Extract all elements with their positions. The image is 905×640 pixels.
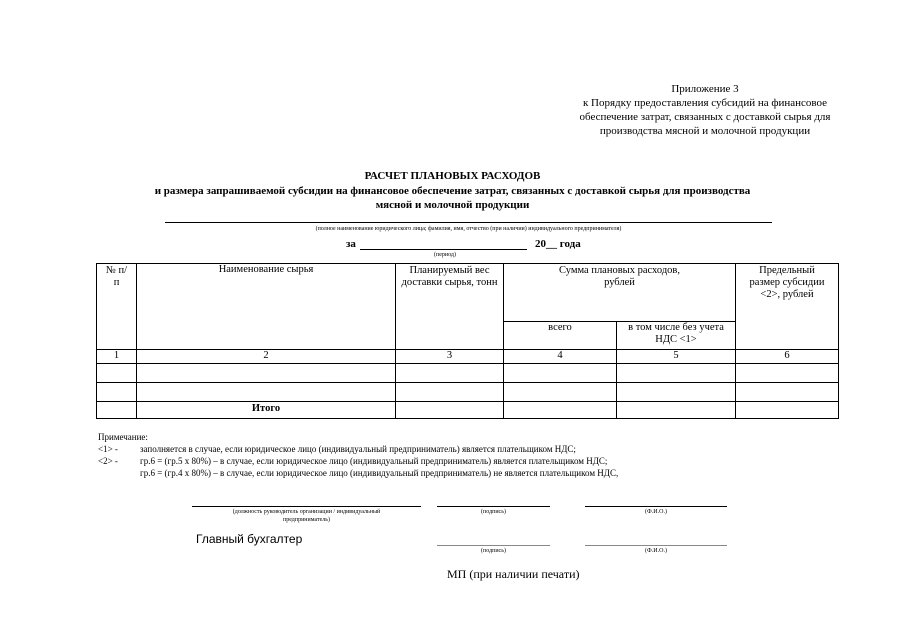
table-cell[interactable] — [617, 402, 736, 419]
appendix-reference — [540, 82, 870, 138]
signature-caption: (подпись) — [481, 509, 506, 515]
header-sum: Сумма плановых расходов, рублей — [504, 264, 736, 322]
accountant-fio-line[interactable] — [585, 545, 727, 546]
period-caption: (период) — [434, 252, 456, 258]
period-prefix: за — [346, 238, 356, 250]
table-cell[interactable] — [396, 402, 504, 419]
appendix-line: Приложение 3 — [671, 83, 739, 95]
header-weight: Планируемый вес доставки сырья, тонн — [396, 264, 504, 350]
note-text: гр.6 = (гр.4 х 80%) – в случае, если юридическое лицо (индивидуальный предприниматель) не является плательщиком НДС, — [140, 468, 619, 478]
accountant-fio-caption: (Ф.И.О.) — [645, 548, 667, 554]
appendix-line: производства мясной и молочной продукции — [599, 125, 811, 137]
table-cell[interactable] — [97, 402, 137, 419]
total-label: Итого — [137, 402, 396, 419]
table-row — [97, 364, 839, 383]
col-number: 6 — [736, 350, 839, 364]
chief-accountant-label: Главный бухгалтер — [196, 532, 303, 546]
table-cell[interactable] — [504, 383, 617, 402]
note-item — [98, 467, 798, 479]
period-year: 20__ года — [535, 238, 581, 250]
table-cell[interactable] — [736, 383, 839, 402]
note-item — [98, 443, 798, 455]
note-text: гр.6 = (гр.5 х 80%) – в случае, если юридическое лицо (индивидуальный предприниматель) является плательщиком НДС; — [140, 456, 608, 466]
expense-table — [96, 263, 839, 419]
table-cell[interactable] — [137, 383, 396, 402]
col-number: 2 — [137, 350, 396, 364]
period-line[interactable] — [360, 249, 527, 250]
col-number: 4 — [504, 350, 617, 364]
notes-title: Примечание: — [98, 432, 148, 442]
document-subtitle-2: мясной и молочной продукции — [375, 199, 530, 211]
accountant-signature-caption: (подпись) — [481, 548, 506, 554]
entity-name-line[interactable] — [165, 222, 772, 223]
table-cell[interactable] — [736, 402, 839, 419]
table-cell[interactable] — [617, 383, 736, 402]
header-limit: Предельный размер субсидии <2>, рублей — [736, 264, 839, 350]
table-cell[interactable] — [617, 364, 736, 383]
note-item — [98, 455, 798, 467]
table-cell[interactable] — [137, 364, 396, 383]
document-title: РАСЧЕТ ПЛАНОВЫХ РАСХОДОВ — [364, 170, 541, 182]
document-subtitle: и размера запрашиваемой субсидии на финансовое обеспечение затрат, связанных с доставкой сырья для производства — [154, 185, 751, 197]
signature-line[interactable] — [437, 506, 550, 507]
header-excl-vat: в том числе без учета НДС <1> — [617, 322, 736, 350]
col-number: 5 — [617, 350, 736, 364]
table-cell[interactable] — [504, 364, 617, 383]
table-cell[interactable] — [396, 383, 504, 402]
accountant-signature-line[interactable] — [437, 545, 550, 546]
entity-caption: (полное наименование юридического лица; фамилия, имя, отчество (при наличии) индивидуального предпринимателя) — [315, 226, 622, 232]
appendix-line: к Порядку предоставления субсидий на финансовое — [582, 97, 828, 109]
appendix-line: обеспечение затрат, связанных с доставкой сырья для — [579, 111, 831, 123]
fio-caption: (Ф.И.О.) — [645, 509, 667, 515]
table-row — [97, 383, 839, 402]
note-mark: <1> - — [98, 444, 118, 454]
header-name: Наименование сырья — [137, 264, 396, 350]
note-text: заполняется в случае, если юридическое лицо (индивидуальный предприниматель) является плательщиком НДС; — [140, 444, 576, 454]
header-total: всего — [504, 322, 617, 350]
table-cell[interactable] — [97, 383, 137, 402]
notes-section — [98, 431, 798, 479]
header-num: № п/п — [97, 264, 137, 350]
table-cell[interactable] — [504, 402, 617, 419]
table-cell[interactable] — [736, 364, 839, 383]
note-mark: <2> - — [98, 456, 118, 466]
seal-label: МП (при наличии печати) — [447, 567, 580, 581]
position-line[interactable] — [192, 506, 421, 507]
fio-line[interactable] — [585, 506, 727, 507]
col-number: 3 — [396, 350, 504, 364]
table-cell[interactable] — [97, 364, 137, 383]
total-row — [97, 402, 839, 419]
table-cell[interactable] — [396, 364, 504, 383]
col-number: 1 — [97, 350, 137, 364]
position-caption: (должность руководитель организации / индивидуальный предприниматель) — [232, 509, 381, 523]
